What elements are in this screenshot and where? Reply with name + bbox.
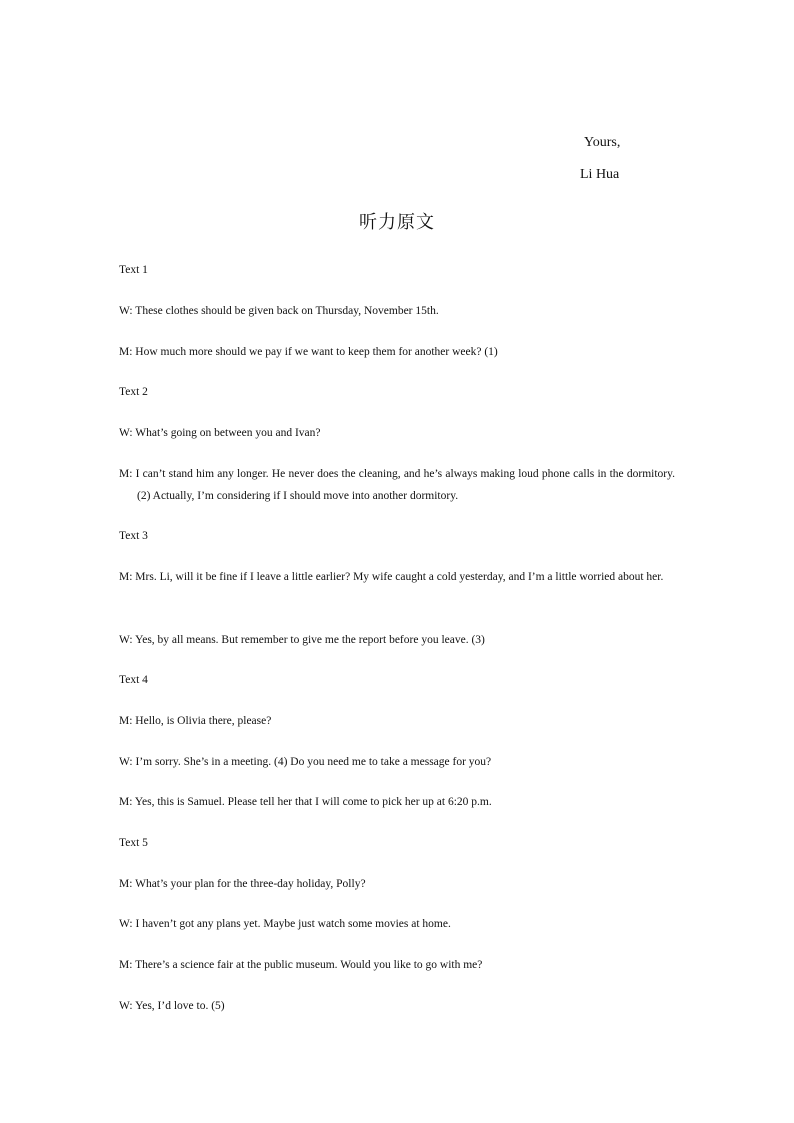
dialogue-line: M: What’s your plan for the three-day holiday, Polly? — [119, 878, 366, 890]
dialogue-line: W: I haven’t got any plans yet. Maybe just watch some movies at home. — [119, 918, 451, 930]
dialogue-line: W: Yes, I’d love to. (5) — [119, 1000, 225, 1012]
dialogue-line: W: These clothes should be given back on Thursday, November 15th. — [119, 305, 439, 317]
dialogue-line: M: Hello, is Olivia there, please? — [119, 715, 272, 727]
dialogue-line: W: Yes, by all means. But remember to give me the report before you leave. (3) — [119, 634, 485, 646]
text-heading: Text 5 — [119, 837, 148, 849]
dialogue-line: W: I’m sorry. She’s in a meeting. (4) Do you need me to take a message for you? — [119, 756, 492, 768]
dialogue-line: M: I can’t stand him any longer. He never does the cleaning, and he’s always making loud phone calls in the dormitory. (2) Actually, I’m considering if I should move into another dormitory. — [119, 468, 675, 502]
dialogue-line: M: Yes, this is Samuel. Please tell her that I will come to pick her up at 6:20 p.m. — [119, 796, 492, 808]
text-heading: Text 1 — [119, 264, 148, 276]
text-heading: Text 4 — [119, 674, 148, 686]
text-heading: Text 3 — [119, 530, 148, 542]
dialogue-line: W: What’s going on between you and Ivan? — [119, 427, 321, 439]
dialogue-line: M: Mrs. Li, will it be fine if I leave a little earlier? My wife caught a cold yesterday, and I’m a little worried about her. — [119, 571, 664, 583]
section-title: 听力原文 — [359, 212, 435, 233]
letter-closing-salutation: Yours, — [584, 135, 621, 150]
text-heading: Text 2 — [119, 386, 148, 398]
dialogue-line: M: There’s a science fair at the public museum. Would you like to go with me? — [119, 959, 483, 971]
letter-signature-name: Li Hua — [580, 167, 620, 182]
dialogue-line: M: How much more should we pay if we want to keep them for another week? (1) — [119, 346, 498, 358]
